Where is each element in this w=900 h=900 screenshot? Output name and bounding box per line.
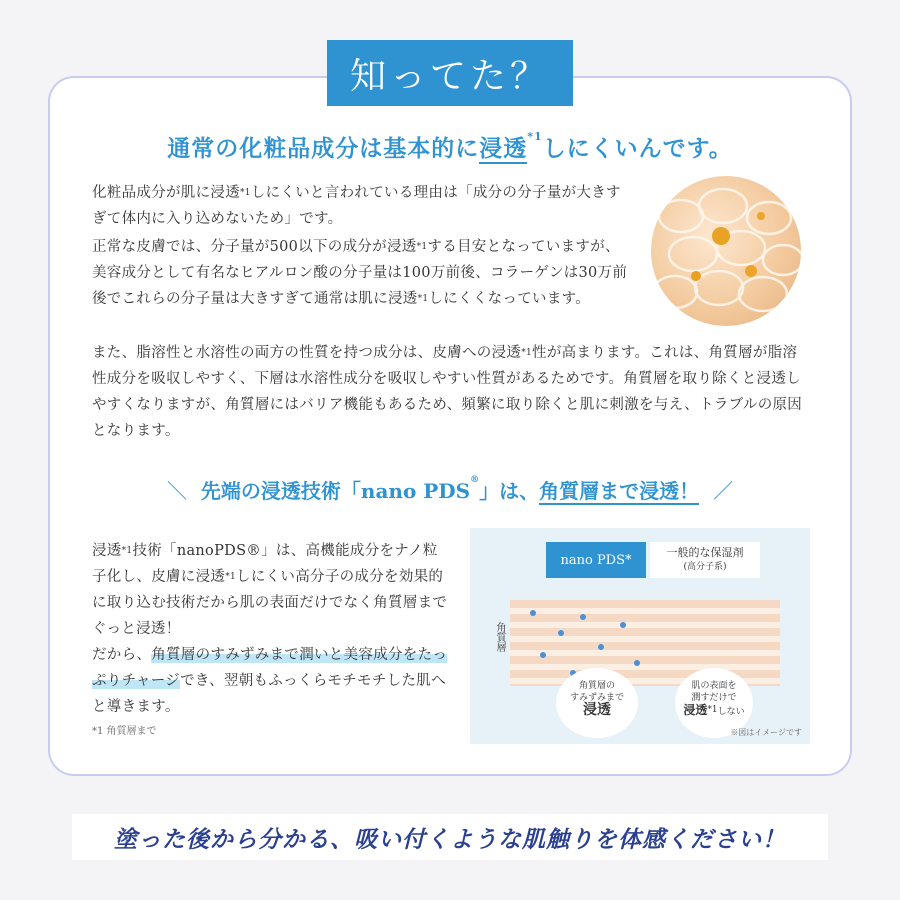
p5-text-a: だから、 xyxy=(92,647,152,663)
bubble2-line1: 肌の表面を xyxy=(691,681,737,691)
bubble2-post: しない xyxy=(717,707,745,717)
bubble1-big: 浸透 xyxy=(583,702,611,718)
paragraph-5 xyxy=(92,642,448,720)
particle-dot xyxy=(634,660,640,666)
heading2-pre: 先端の浸透技術「nano PDS xyxy=(200,479,471,503)
paragraph-4 xyxy=(92,538,448,642)
p2-text-a: 正常な皮膚では、分子量が500以下の成分が浸透 xyxy=(92,239,417,255)
p4-text-c: しにくい高分子の成分を効果的に取り込む技術だから肌の表面だけでなく角質層までぐっと浸透！ xyxy=(92,569,448,637)
footnote: *1 角質層まで xyxy=(92,726,157,737)
p3-text-b: 性が高まります。これは、角質層が脂溶性成分を吸収しやすく、下層は水溶性成分を吸収しやすい性質があるためです。角質層を取り除くと浸透しやすくなりますが、角質層にはバリア機能もあるため、頻繁に取り除くと肌に刺激を与え、トラブルの原因となります。 xyxy=(92,345,803,439)
tag-general-moisturizer xyxy=(650,542,760,578)
p4-text-b: 技術「nanoPDS®」は、高機能成分をナノ粒子化し、皮膚に浸透 xyxy=(92,543,438,585)
p3-sup: *1 xyxy=(521,348,533,358)
p2-sup-2: *1 xyxy=(417,294,429,304)
heading-main xyxy=(0,130,900,163)
paragraph-3 xyxy=(92,340,804,444)
p5-highlight: 角質層のすみずみまで潤いと美容成分をたっぷりチャージ xyxy=(92,647,448,689)
bubble2-line2: 潤すだけで xyxy=(691,693,737,703)
penetration-diagram xyxy=(470,528,810,744)
particle-dot xyxy=(620,622,626,628)
bubble1-line1: 角質層の xyxy=(578,681,615,691)
skin-layer xyxy=(510,600,780,686)
heading-main-em: 浸透 xyxy=(479,135,528,162)
heading-main-pre: 通常の化粧品成分は基本的に xyxy=(167,135,480,162)
p2-sup-1: *1 xyxy=(416,242,428,252)
p2-text-b: する目安となっていますが、美容成分として有名なヒアルロン酸の分子量は100万前後、コラーゲンは30万前後でこれらの分子量は大きすぎて通常は肌に浸透 xyxy=(92,239,628,307)
particle-dot xyxy=(530,610,536,616)
p5-text-b: でき、翌朝もふっくらモチモチした肌へと導きます。 xyxy=(92,673,446,715)
p2-text-c: しにくくなっています。 xyxy=(428,291,591,307)
title-badge xyxy=(327,40,573,106)
paragraph-2 xyxy=(92,234,632,312)
tag-nano-pds: nano PDS* xyxy=(546,542,646,578)
tag-gen-line2: (高分子系) xyxy=(683,562,727,572)
p1-text-b: しにくいと言われている理由は「成分の分子量が大きすぎて体内に入り込めないため」です。 xyxy=(92,185,621,227)
heading-main-sup: *1 xyxy=(527,130,543,143)
heading2-reg: ® xyxy=(470,475,480,485)
skin-cells-image xyxy=(651,176,801,326)
particle-dot xyxy=(598,644,604,650)
heading2-em: 角質層まで浸透！ xyxy=(539,479,700,503)
heading-main-post: しにくいんです。 xyxy=(542,135,733,162)
particle-dot xyxy=(558,630,564,636)
heading2-mid: 」は、 xyxy=(479,479,540,503)
p1-text-a: 化粧品成分が肌に浸透 xyxy=(92,185,240,201)
particle-dot xyxy=(580,614,586,620)
p4-sup-1: *1 xyxy=(121,546,133,556)
p4-sup-2: *1 xyxy=(225,572,237,582)
bubble2-sup: *1 xyxy=(707,705,718,715)
slash-left: ＼ xyxy=(166,479,187,503)
p1-sup: *1 xyxy=(240,188,251,198)
bubble-nano-result xyxy=(556,668,638,738)
p4-text-a: 浸透 xyxy=(92,543,122,559)
particle-dot xyxy=(540,652,546,658)
layer-label: 角質層 xyxy=(494,622,505,652)
bubble2-big: 浸透 xyxy=(683,703,708,717)
slash-right: ／ xyxy=(713,479,734,503)
paragraph-1 xyxy=(92,180,632,232)
heading-nano-pds xyxy=(0,475,900,504)
bottom-banner xyxy=(72,814,828,860)
diagram-note: ※図はイメージです xyxy=(730,728,802,737)
p3-text-a: また、脂溶性と水溶性の両方の性質を持つ成分は、皮膚への浸透 xyxy=(92,345,522,361)
tag-gen-line1: 一般的な保湿剤 xyxy=(666,546,744,559)
title-text: 知ってた？ xyxy=(349,55,550,97)
bubble1-line2: すみずみまで xyxy=(569,693,624,703)
banner-text: 塗った後から分かる、吸い付くような肌触りを体感ください！ xyxy=(114,825,786,853)
